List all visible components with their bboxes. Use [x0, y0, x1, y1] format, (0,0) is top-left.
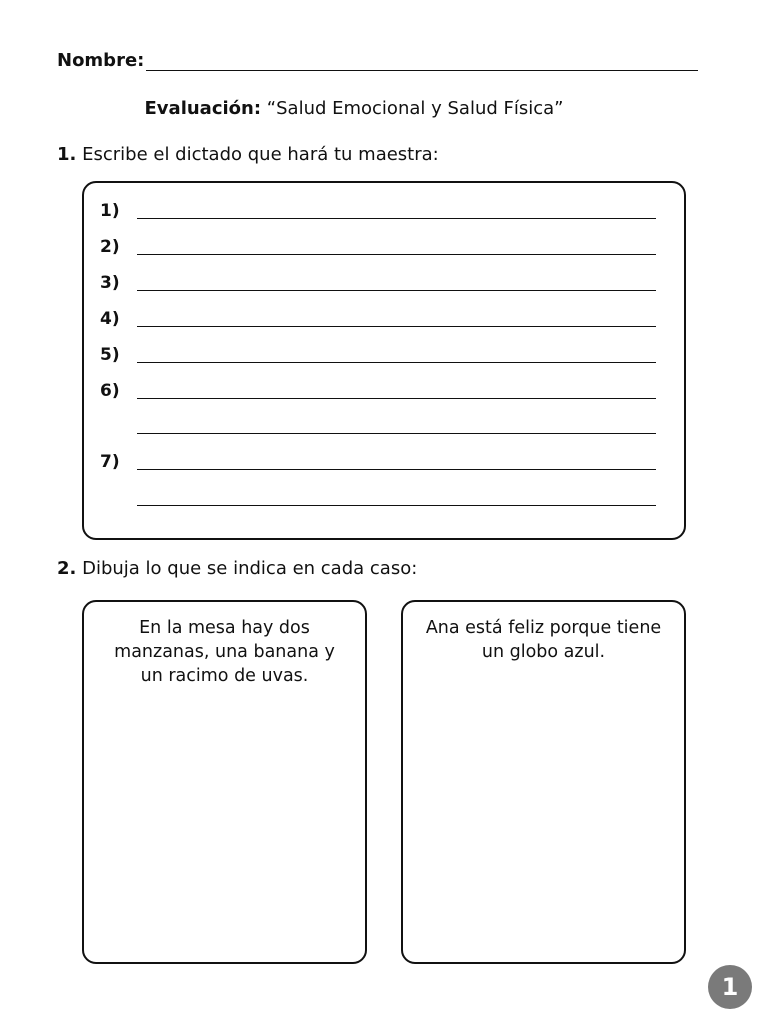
drawing-box-balloon[interactable] [401, 600, 686, 964]
dictation-write-line[interactable] [137, 398, 656, 399]
dictation-write-line[interactable] [137, 218, 656, 219]
name-write-line[interactable] [146, 70, 698, 71]
evaluation-label: Evaluación: [144, 98, 262, 119]
dictation-item-number: 3) [100, 273, 120, 293]
question-1 [57, 144, 439, 165]
dictation-item-number: 5) [100, 345, 120, 365]
page-number-badge: 1 [708, 965, 752, 1009]
dictation-write-line[interactable] [137, 290, 656, 291]
dictation-item-number: 7) [100, 452, 120, 472]
dictation-write-line[interactable] [137, 469, 656, 470]
dictation-item-number: 2) [100, 237, 120, 257]
dictation-item-number: 6) [100, 381, 120, 401]
question-2 [57, 558, 417, 579]
dictation-write-line[interactable] [137, 433, 656, 434]
name-label: Nombre: [57, 50, 145, 71]
dictation-write-line[interactable] [137, 505, 656, 506]
dictation-write-line[interactable] [137, 326, 656, 327]
question-2-number: 2. [57, 558, 77, 579]
question-1-text: Escribe el dictado que hará tu maestra: [82, 144, 439, 165]
question-1-number: 1. [57, 144, 77, 165]
dictation-write-line[interactable] [137, 254, 656, 255]
dictation-box [82, 181, 686, 540]
dictation-write-line[interactable] [137, 362, 656, 363]
dictation-item-number: 1) [100, 201, 120, 221]
drawing-box-balloon-prompt: Ana está feliz porque tiene un globo azul. [425, 618, 662, 662]
dictation-item-number: 4) [100, 309, 120, 329]
drawing-box-fruits[interactable] [82, 600, 367, 964]
evaluation-topic: “Salud Emocional y Salud Física” [266, 98, 564, 119]
evaluation-title [0, 98, 708, 119]
question-2-text: Dibuja lo que se indica en cada caso: [82, 558, 418, 579]
drawing-box-fruits-prompt: En la mesa hay dos manzanas, una banana y un racimo de uvas. [114, 618, 335, 686]
